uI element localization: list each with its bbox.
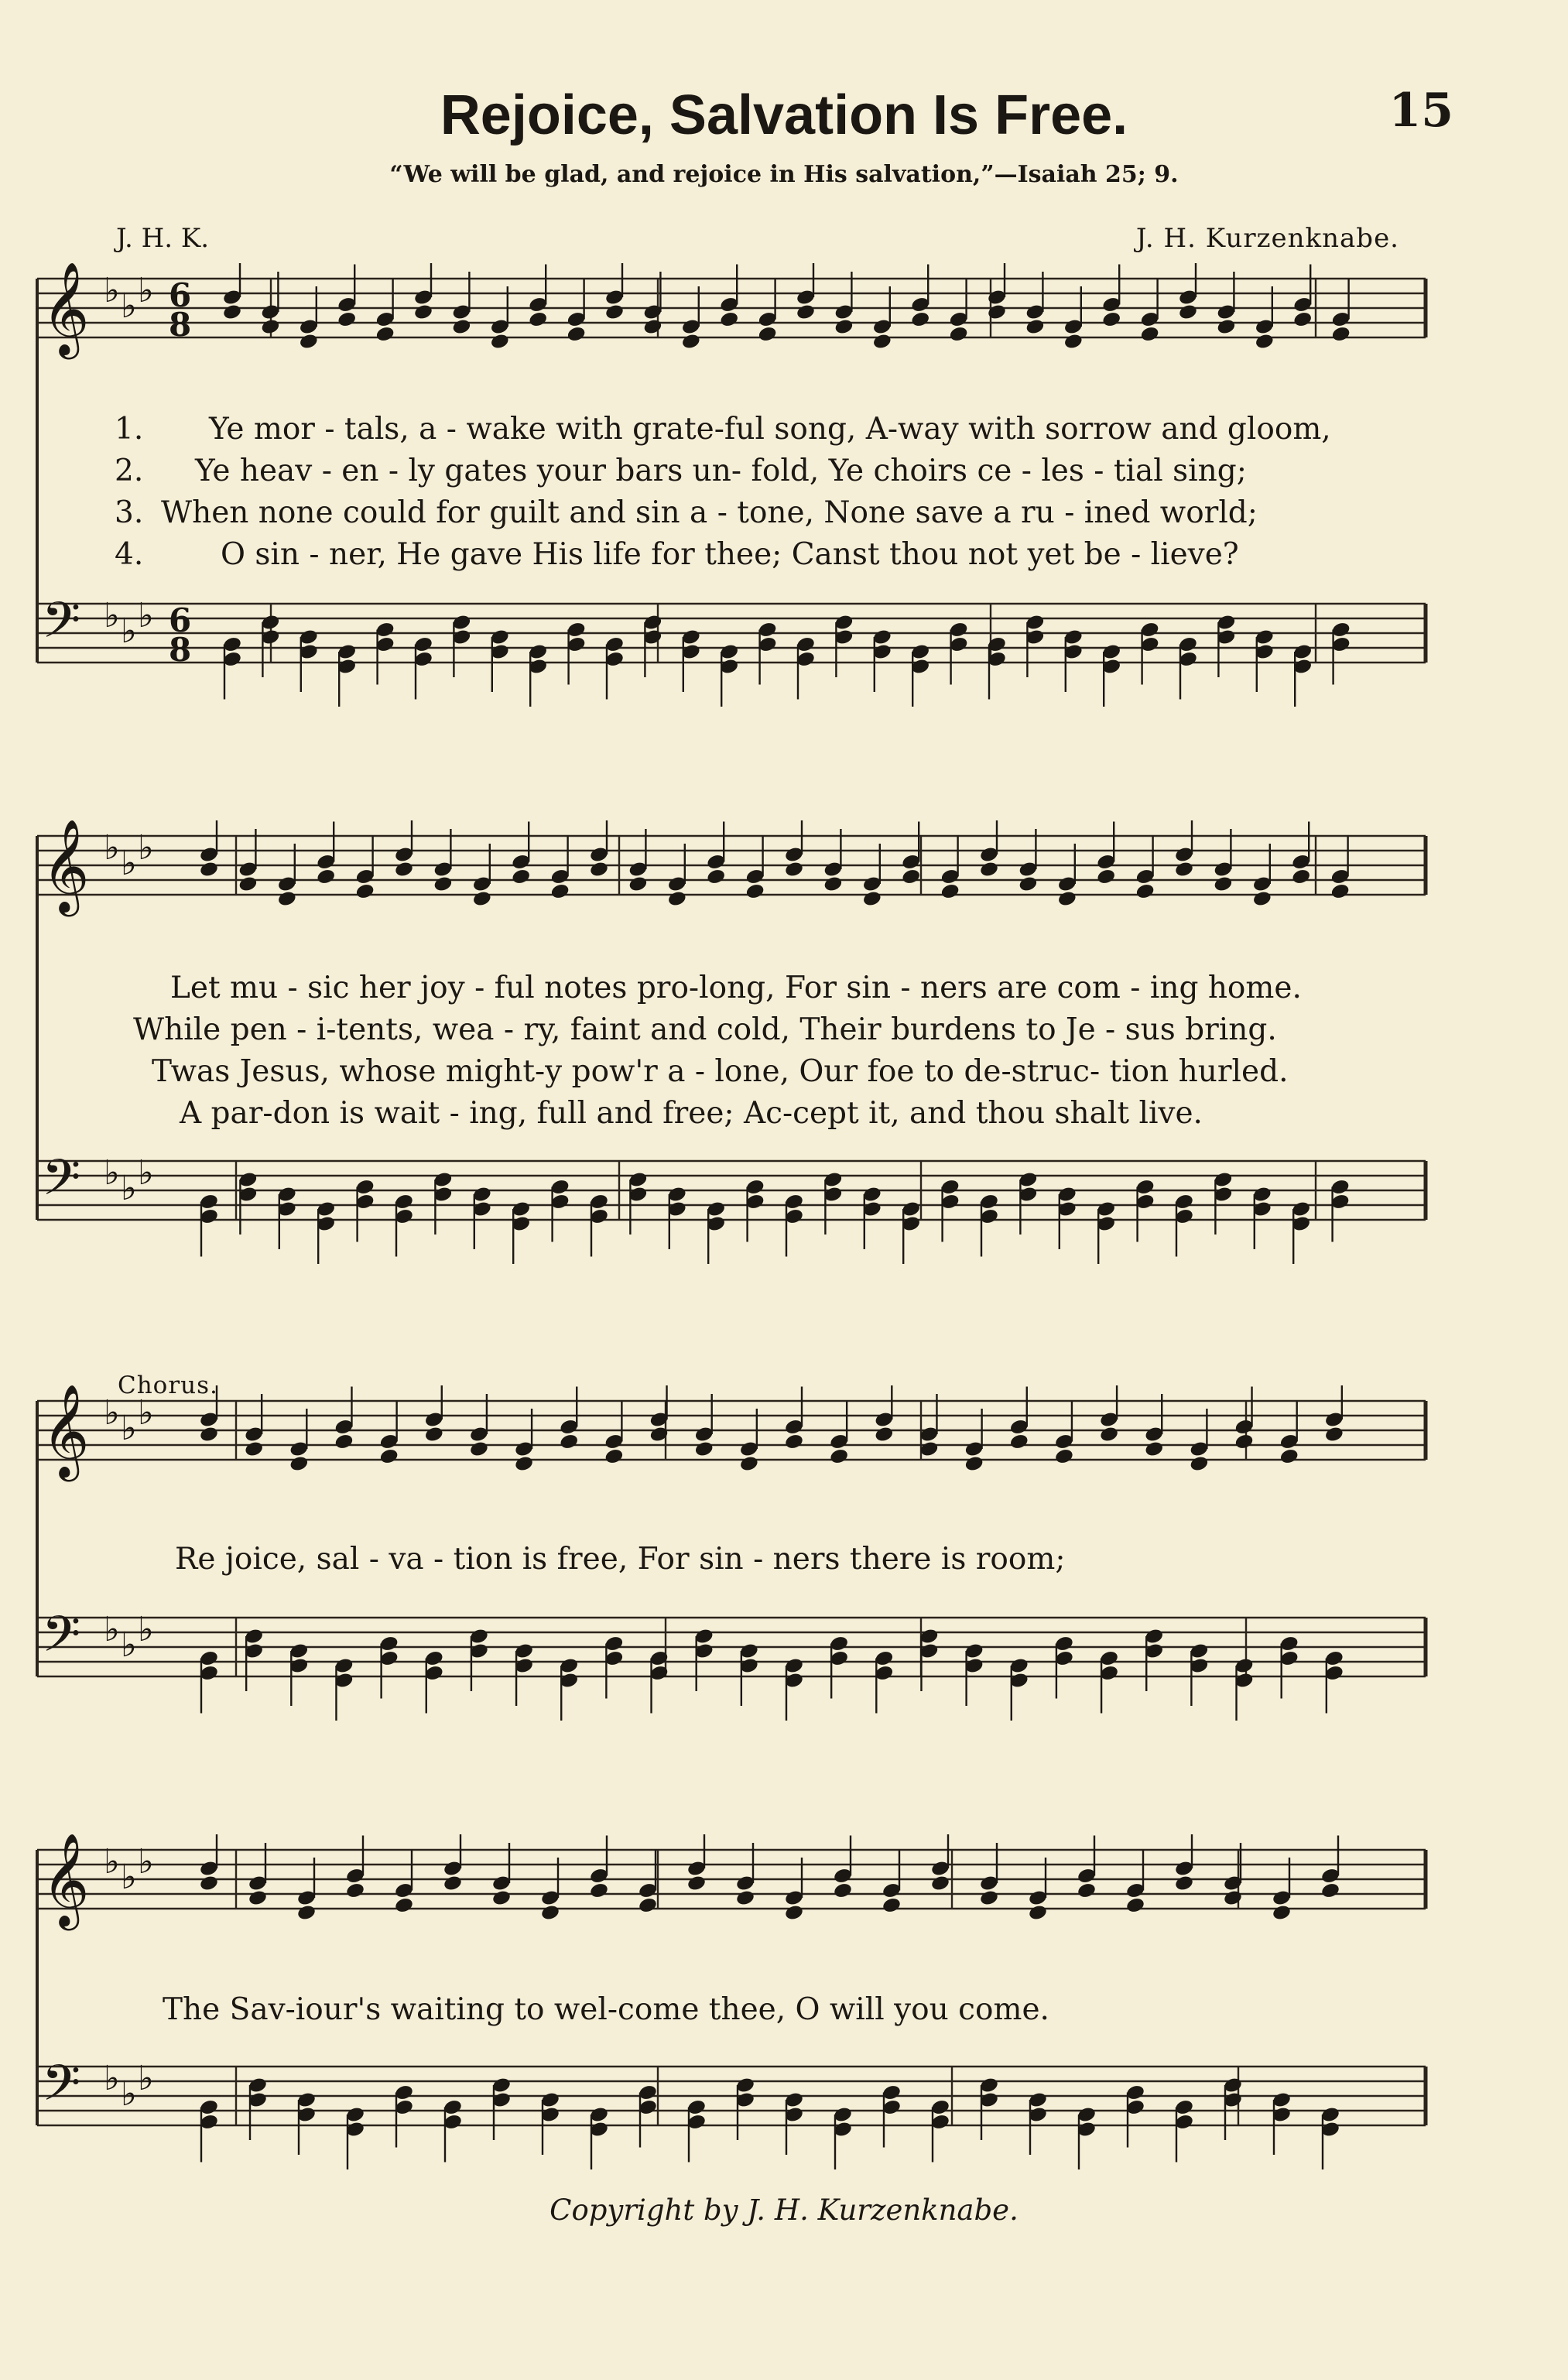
- note-head-icon: [199, 861, 219, 878]
- time-signature-bottom: 8: [169, 631, 192, 669]
- note-head-icon: [901, 868, 921, 885]
- verse-1-number: 1.: [115, 412, 144, 447]
- note-head-icon: [1025, 318, 1045, 336]
- verse-1-line-a: Ye mor - tals, a - wake with grate-ful song, A-way with sorrow and gloom,: [209, 412, 1331, 447]
- note-head-icon: [433, 875, 453, 893]
- time-signature-bottom: 8: [169, 306, 192, 344]
- time-signature-top: 6: [169, 276, 192, 314]
- verse-1-line-b: Let mu - sic her joy - ful notes pro-long, For sin - ners are com - ing home.: [170, 971, 1302, 1005]
- note-head-icon: [1144, 1440, 1164, 1458]
- flat-sign-icon: ♭: [104, 1393, 120, 1433]
- note-head-icon: [1189, 1455, 1209, 1473]
- note-head-icon: [739, 1455, 759, 1473]
- note-head-icon: [1125, 1896, 1145, 1914]
- note-head-icon: [681, 333, 701, 351]
- verse-4-line-b: A par-don is wait - ing, full and free; Ac-cept it, and thou shalt live.: [180, 1096, 1203, 1131]
- flat-sign-icon: ♭: [121, 1858, 137, 1897]
- verse-2-line-a: Ye heav - en - ly gates your bars un- fold, Ye choirs ce - les - tial sing;: [195, 454, 1247, 488]
- note-head-icon: [642, 318, 662, 336]
- note-head-icon: [735, 1889, 755, 1907]
- note-head-icon: [882, 1896, 902, 1914]
- note-head-icon: [1330, 882, 1351, 900]
- note-head-icon: [514, 1455, 534, 1473]
- note-head-icon: [1099, 1426, 1119, 1443]
- note-head-icon: [758, 325, 778, 343]
- note-head-icon: [604, 303, 625, 321]
- note-head-icon: [979, 861, 999, 878]
- flat-sign-icon: ♭: [138, 596, 154, 635]
- note-head-icon: [796, 303, 816, 321]
- flat-sign-icon: ♭: [104, 2059, 120, 2098]
- note-head-icon: [1320, 1882, 1340, 1899]
- note-head-icon: [910, 310, 930, 328]
- page-number: 15: [1388, 84, 1453, 138]
- note-head-icon: [1057, 890, 1077, 908]
- note-head-icon: [589, 861, 609, 878]
- song-title: Rejoice, Salvation Is Free.: [440, 84, 1128, 146]
- flat-sign-icon: ♭: [121, 844, 137, 883]
- bass-clef-icon: 𝄢: [42, 1149, 81, 1219]
- note-head-icon: [1331, 325, 1351, 343]
- composer-credit: J. H. Kurzenknabe.: [1135, 223, 1399, 254]
- note-head-icon: [1028, 1904, 1048, 1922]
- flat-sign-icon: ♭: [138, 271, 154, 310]
- lyricist-credit: J. H. K.: [116, 223, 210, 254]
- note-head-icon: [394, 1896, 414, 1914]
- flat-sign-icon: ♭: [138, 1842, 154, 1882]
- note-head-icon: [833, 1882, 853, 1899]
- note-head-icon: [199, 1426, 219, 1443]
- note-head-icon: [1279, 1447, 1299, 1465]
- flat-sign-icon: ♭: [104, 1153, 120, 1193]
- note-head-icon: [299, 333, 319, 351]
- note-head-icon: [872, 333, 892, 351]
- bass-clef-icon: 𝄢: [42, 1606, 81, 1676]
- note-head-icon: [443, 1875, 463, 1892]
- note-head-icon: [1174, 861, 1194, 878]
- note-head-icon: [1213, 875, 1233, 893]
- flat-sign-icon: ♭: [104, 1610, 120, 1649]
- note-head-icon: [375, 325, 395, 343]
- flat-sign-icon: ♭: [138, 2059, 154, 2098]
- note-head-icon: [1174, 1875, 1194, 1892]
- note-head-icon: [289, 1455, 309, 1473]
- music-system-2: [0, 820, 1568, 1285]
- flat-sign-icon: ♭: [121, 1409, 137, 1448]
- note-head-icon: [706, 868, 726, 885]
- flat-sign-icon: ♭: [104, 1842, 120, 1882]
- bass-clef-icon: 𝄢: [42, 592, 81, 662]
- note-head-icon: [784, 1433, 804, 1450]
- note-head-icon: [686, 1875, 707, 1892]
- note-head-icon: [1009, 1433, 1029, 1450]
- flat-sign-icon: ♭: [138, 828, 154, 868]
- note-head-icon: [567, 325, 587, 343]
- note-head-icon: [694, 1440, 714, 1458]
- note-head-icon: [244, 1440, 264, 1458]
- note-head-icon: [638, 1896, 658, 1914]
- verse-3-line-a: When none could for guilt and sin a - tone, None save a ru - ined world;: [161, 495, 1258, 530]
- note-head-icon: [511, 868, 531, 885]
- note-head-icon: [1096, 868, 1116, 885]
- note-head-icon: [1101, 310, 1121, 328]
- note-head-icon: [248, 1889, 268, 1907]
- note-head-icon: [1063, 333, 1084, 351]
- flat-sign-icon: ♭: [121, 611, 137, 651]
- treble-clef-icon: 𝄞: [42, 820, 90, 913]
- note-head-icon: [940, 882, 960, 900]
- flat-sign-icon: ♭: [121, 2074, 137, 2114]
- note-head-icon: [628, 875, 648, 893]
- note-head-icon: [337, 310, 357, 328]
- note-head-icon: [829, 1447, 849, 1465]
- note-head-icon: [540, 1904, 560, 1922]
- note-head-icon: [1018, 875, 1038, 893]
- note-head-icon: [719, 310, 739, 328]
- note-head-icon: [1223, 1889, 1243, 1907]
- note-head-icon: [451, 318, 471, 336]
- note-head-icon: [472, 890, 492, 908]
- chorus-line-1: Re joice, sal - va - tion is free, For sin - ners there is room;: [175, 1542, 1066, 1577]
- treble-clef-icon: 𝄞: [42, 1834, 90, 1926]
- note-head-icon: [469, 1440, 489, 1458]
- note-head-icon: [355, 882, 375, 900]
- note-head-icon: [424, 1426, 444, 1443]
- note-head-icon: [550, 882, 570, 900]
- flat-sign-icon: ♭: [121, 286, 137, 326]
- flat-sign-icon: ♭: [104, 271, 120, 310]
- note-head-icon: [874, 1426, 894, 1443]
- note-head-icon: [604, 1447, 624, 1465]
- flat-sign-icon: ♭: [138, 1393, 154, 1433]
- note-head-icon: [334, 1433, 354, 1450]
- note-head-icon: [277, 890, 297, 908]
- note-head-icon: [862, 890, 882, 908]
- bass-clef-icon: 𝄢: [42, 2055, 81, 2125]
- flat-sign-icon: ♭: [138, 1610, 154, 1649]
- note-head-icon: [379, 1447, 399, 1465]
- note-head-icon: [1140, 325, 1160, 343]
- verse-2-number: 2.: [115, 454, 144, 488]
- note-head-icon: [1077, 1882, 1097, 1899]
- verse-4-number: 4.: [115, 537, 144, 572]
- flat-sign-icon: ♭: [104, 828, 120, 868]
- time-signature-top: 6: [169, 601, 192, 639]
- note-head-icon: [1252, 890, 1272, 908]
- note-head-icon: [528, 310, 548, 328]
- note-head-icon: [1054, 1447, 1074, 1465]
- note-head-icon: [930, 1875, 950, 1892]
- note-head-icon: [919, 1440, 939, 1458]
- note-head-icon: [222, 303, 242, 321]
- note-head-icon: [949, 325, 969, 343]
- flat-sign-icon: ♭: [121, 1169, 137, 1208]
- note-head-icon: [316, 868, 336, 885]
- note-head-icon: [784, 861, 804, 878]
- treble-clef-icon: 𝄞: [42, 1385, 90, 1478]
- note-head-icon: [784, 1904, 804, 1922]
- note-head-icon: [745, 882, 765, 900]
- note-head-icon: [296, 1904, 317, 1922]
- note-head-icon: [1178, 303, 1198, 321]
- verse-3-line-b: Twas Jesus, whose might-y pow'r a - lone, Our foe to de-struc- tion hurled.: [152, 1054, 1289, 1089]
- note-head-icon: [199, 1875, 219, 1892]
- copyright-notice: Copyright by J. H. Kurzenknabe.: [549, 2193, 1019, 2227]
- note-head-icon: [1135, 882, 1155, 900]
- verse-3-number: 3.: [115, 495, 144, 530]
- note-head-icon: [491, 1889, 512, 1907]
- note-head-icon: [1291, 868, 1311, 885]
- note-head-icon: [345, 1882, 365, 1899]
- chorus-label: Chorus.: [118, 1371, 218, 1399]
- note-head-icon: [1234, 1433, 1254, 1450]
- note-head-icon: [1255, 333, 1275, 351]
- flat-sign-icon: ♭: [138, 1153, 154, 1193]
- note-head-icon: [260, 318, 280, 336]
- note-head-icon: [394, 861, 414, 878]
- note-head-icon: [238, 875, 258, 893]
- note-head-icon: [979, 1889, 999, 1907]
- note-head-icon: [964, 1455, 984, 1473]
- chorus-line-2: The Sav-iour's waiting to wel-come thee, O will you come.: [163, 1992, 1049, 2027]
- verse-2-line-b: While pen - i-tents, wea - ry, faint and cold, Their burdens to Je - sus bring.: [133, 1012, 1277, 1047]
- flat-sign-icon: ♭: [121, 1625, 137, 1665]
- note-head-icon: [1292, 310, 1313, 328]
- verse-4-line-a: O sin - ner, He gave His life for thee; Canst thou not yet be - lieve?: [221, 537, 1239, 572]
- note-head-icon: [490, 333, 510, 351]
- note-head-icon: [667, 890, 687, 908]
- note-head-icon: [589, 1882, 609, 1899]
- note-head-icon: [823, 875, 843, 893]
- note-head-icon: [1324, 1426, 1344, 1443]
- flat-sign-icon: ♭: [104, 596, 120, 635]
- treble-clef-icon: 𝄞: [42, 263, 90, 355]
- note-head-icon: [834, 318, 854, 336]
- note-head-icon: [413, 303, 433, 321]
- note-head-icon: [559, 1433, 579, 1450]
- note-head-icon: [1272, 1904, 1292, 1922]
- scripture-epigraph: “We will be glad, and rejoice in His salvation,”—Isaiah 25; 9.: [389, 161, 1179, 188]
- note-head-icon: [1216, 318, 1236, 336]
